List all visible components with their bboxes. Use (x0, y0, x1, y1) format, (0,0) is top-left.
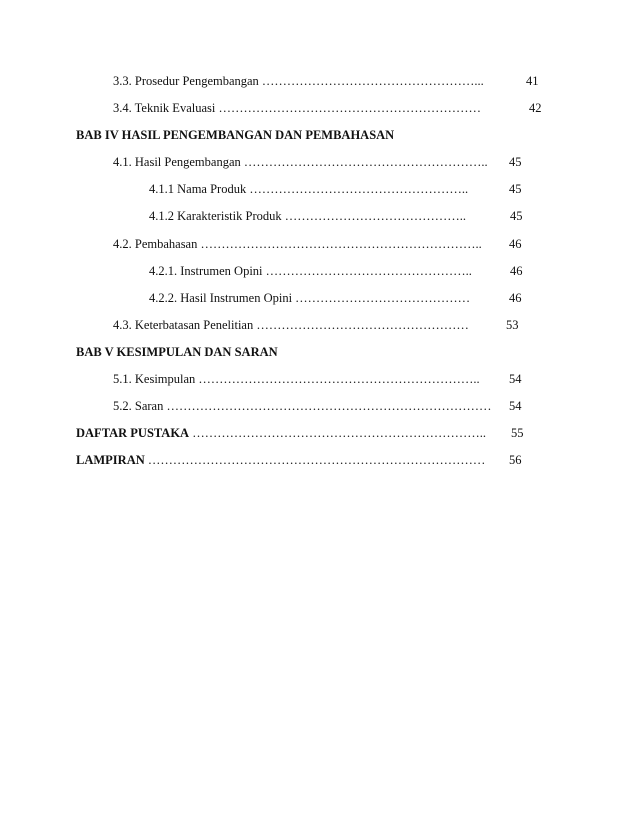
toc-leader-dots: …………………………………………………………….. (192, 426, 486, 440)
toc-page-number: 41 (526, 74, 539, 88)
toc-page-number: 54 (509, 372, 522, 386)
toc-entry: 3.4. Teknik Evaluasi ……………………………………………………… (113, 101, 481, 115)
toc-page-number: 46 (509, 291, 522, 305)
toc-entry: 4.1.2 Karakteristik Produk …………………………………….. (149, 209, 466, 223)
toc-entry-bold (76, 424, 486, 442)
toc-entry: 4.2.2. Hasil Instrumen Opini …………………………………… (149, 291, 471, 305)
toc-entry: 3.3. Prosedur Pengembangan ……………………………………………... (113, 74, 484, 88)
toc-entry: 4.1.1 Nama Produk …………………………………………….. (149, 182, 469, 196)
toc-entry: 4.2.1. Instrumen Opini ………………………………………….. (149, 264, 472, 278)
toc-page-number: 45 (510, 209, 523, 223)
toc-entry: 4.1. Hasil Pengembangan ………………………………………………….. (113, 155, 488, 169)
toc-page-number: 42 (529, 101, 542, 115)
toc-page-number: 46 (510, 264, 523, 278)
toc-entry: 4.3. Keterbatasan Penelitian …………………………………………… (113, 318, 469, 332)
toc-page-number: 54 (509, 399, 522, 413)
toc-leader-dots: ……………………………………………………………………… (147, 453, 486, 467)
toc-page-number: 53 (506, 318, 519, 332)
toc-page-number: 45 (509, 182, 522, 196)
toc-page-number: 56 (509, 453, 522, 467)
toc-page-number: 55 (511, 426, 524, 440)
toc-page-number: 45 (509, 155, 522, 169)
toc-chapter-heading: BAB V KESIMPULAN DAN SARAN (76, 345, 278, 359)
toc-entry-label: DAFTAR PUSTAKA (76, 426, 190, 440)
toc-entry-label: LAMPIRAN (76, 453, 145, 467)
toc-entry: 5.1. Kesimpulan ………………………………………………………….. (113, 372, 480, 386)
toc-page-number: 46 (509, 237, 522, 251)
toc-entry: 4.2. Pembahasan ………………………………………………………….. (113, 237, 482, 251)
toc-entry-bold (76, 451, 485, 469)
toc-chapter-heading: BAB IV HASIL PENGEMBANGAN DAN PEMBAHASAN (76, 128, 395, 142)
toc-entry: 5.2. Saran …………………………………………………………………… (113, 399, 492, 413)
